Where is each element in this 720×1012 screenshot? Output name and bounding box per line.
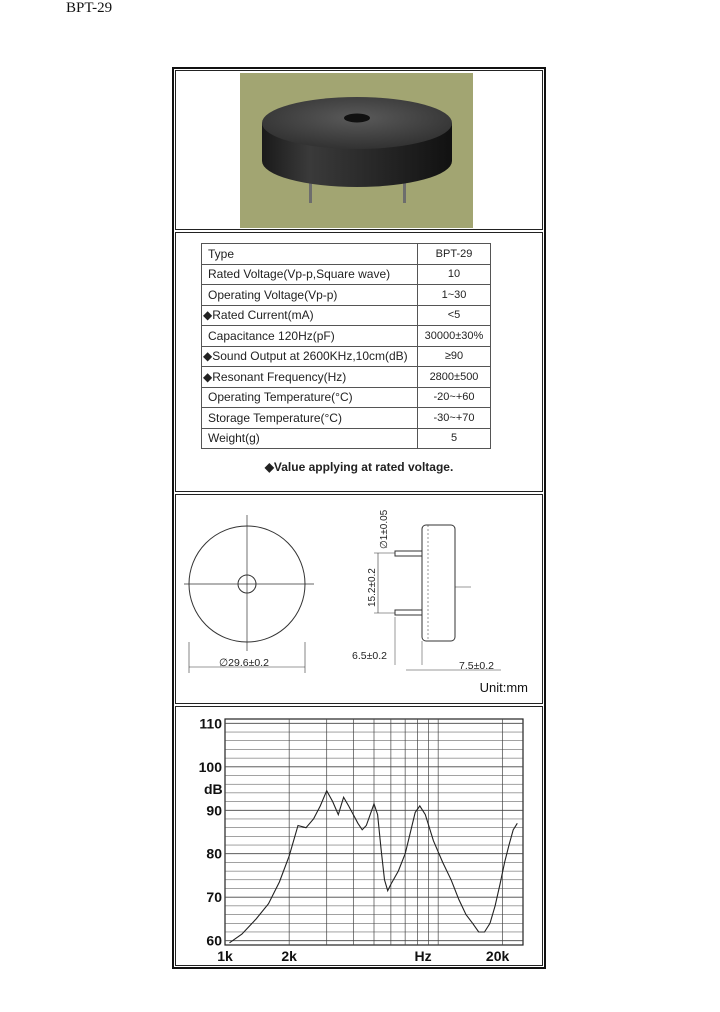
y-tick-label: 110	[199, 715, 222, 732]
y-tick-label: 80	[206, 845, 222, 862]
spec-label	[202, 326, 418, 347]
spec-value: 5	[418, 428, 491, 449]
spec-label-text: Resonant Frequency(Hz)	[212, 369, 347, 384]
x-tick-label: Hz	[414, 948, 432, 964]
x-tick-labels	[217, 948, 509, 964]
spec-label	[202, 305, 418, 326]
product-photo	[240, 73, 473, 228]
spec-value: ≥90	[418, 346, 491, 367]
spec-value: -30~+70	[418, 408, 491, 429]
diameter-label: ∅29.6±0.2	[219, 657, 269, 669]
photo-panel	[175, 70, 543, 230]
spec-row	[202, 408, 491, 429]
x-tick-label: 2k	[281, 948, 297, 964]
spec-row	[202, 285, 491, 306]
pin-length-label: 6.5±0.2	[352, 650, 387, 662]
spec-label	[202, 264, 418, 285]
spec-value: 2800±500	[418, 367, 491, 388]
spec-label-text: Storage Temperature(°C)	[208, 410, 342, 425]
chart-grid	[225, 719, 523, 945]
spec-value: 10	[418, 264, 491, 285]
pin-spacing-label: 15.2±0.2	[367, 568, 378, 607]
y-tick-label: 90	[206, 802, 222, 819]
spec-label	[202, 285, 418, 306]
spec-label	[202, 367, 418, 388]
spec-label-text: Operating Temperature(°C)	[208, 390, 353, 405]
spec-value: 30000±30%	[418, 326, 491, 347]
spec-row	[202, 428, 491, 449]
spec-row	[202, 305, 491, 326]
y-tick-label: 100	[198, 758, 222, 775]
spec-row	[202, 244, 491, 265]
spec-label-text: Type	[208, 246, 235, 261]
y-tick-labels	[199, 715, 223, 948]
spec-value: BPT-29	[418, 244, 491, 265]
spec-table	[201, 243, 491, 449]
spec-row	[202, 326, 491, 347]
spec-row	[202, 264, 491, 285]
spec-label	[202, 244, 418, 265]
frequency-response-chart	[176, 707, 541, 964]
spec-panel	[175, 232, 543, 492]
pin-top	[395, 551, 422, 556]
spec-row	[202, 387, 491, 408]
spec-label-text: Weight(g)	[208, 431, 260, 446]
spec-value: 1~30	[418, 285, 491, 306]
diamond-marker: ◆	[203, 369, 213, 384]
spec-label-text: Capacitance 120Hz(pF)	[208, 328, 335, 343]
spec-value: <5	[418, 305, 491, 326]
spec-row	[202, 346, 491, 367]
y-tick-label: 70	[206, 889, 222, 906]
pin-dia-label: ∅1±0.05	[379, 509, 390, 549]
y-axis-label: dB	[204, 781, 223, 797]
unit-label: Unit:mm	[479, 680, 528, 695]
x-tick-label: 20k	[485, 948, 510, 964]
spec-label	[202, 346, 418, 367]
spec-value: -20~+60	[418, 387, 491, 408]
drawing-panel	[175, 494, 543, 704]
footnote: ◆Value applying at rated voltage.	[264, 460, 454, 474]
diamond-marker: ◆	[203, 349, 213, 364]
spec-label	[202, 428, 418, 449]
dimension-drawing	[176, 495, 541, 702]
diamond-marker: ◆	[203, 308, 213, 323]
spec-label	[202, 387, 418, 408]
side-view-body	[422, 525, 455, 641]
x-tick-label: 1k	[217, 948, 233, 964]
y-tick-label: 60	[206, 932, 222, 949]
pin-bottom	[395, 610, 422, 615]
spec-row	[202, 367, 491, 388]
chart-panel	[175, 706, 543, 966]
spec-label-text: Sound Output at 2600KHz,10cm(dB)	[212, 349, 408, 364]
spec-label-text: Operating Voltage(Vp-p)	[208, 287, 338, 302]
spec-label	[202, 408, 418, 429]
spec-label-text: Rated Current(mA)	[212, 308, 314, 323]
spec-label-text: Rated Voltage(Vp-p,Square wave)	[208, 267, 391, 282]
thickness-label: 7.5±0.2	[459, 660, 494, 672]
document-id: BPT-29	[66, 0, 113, 16]
